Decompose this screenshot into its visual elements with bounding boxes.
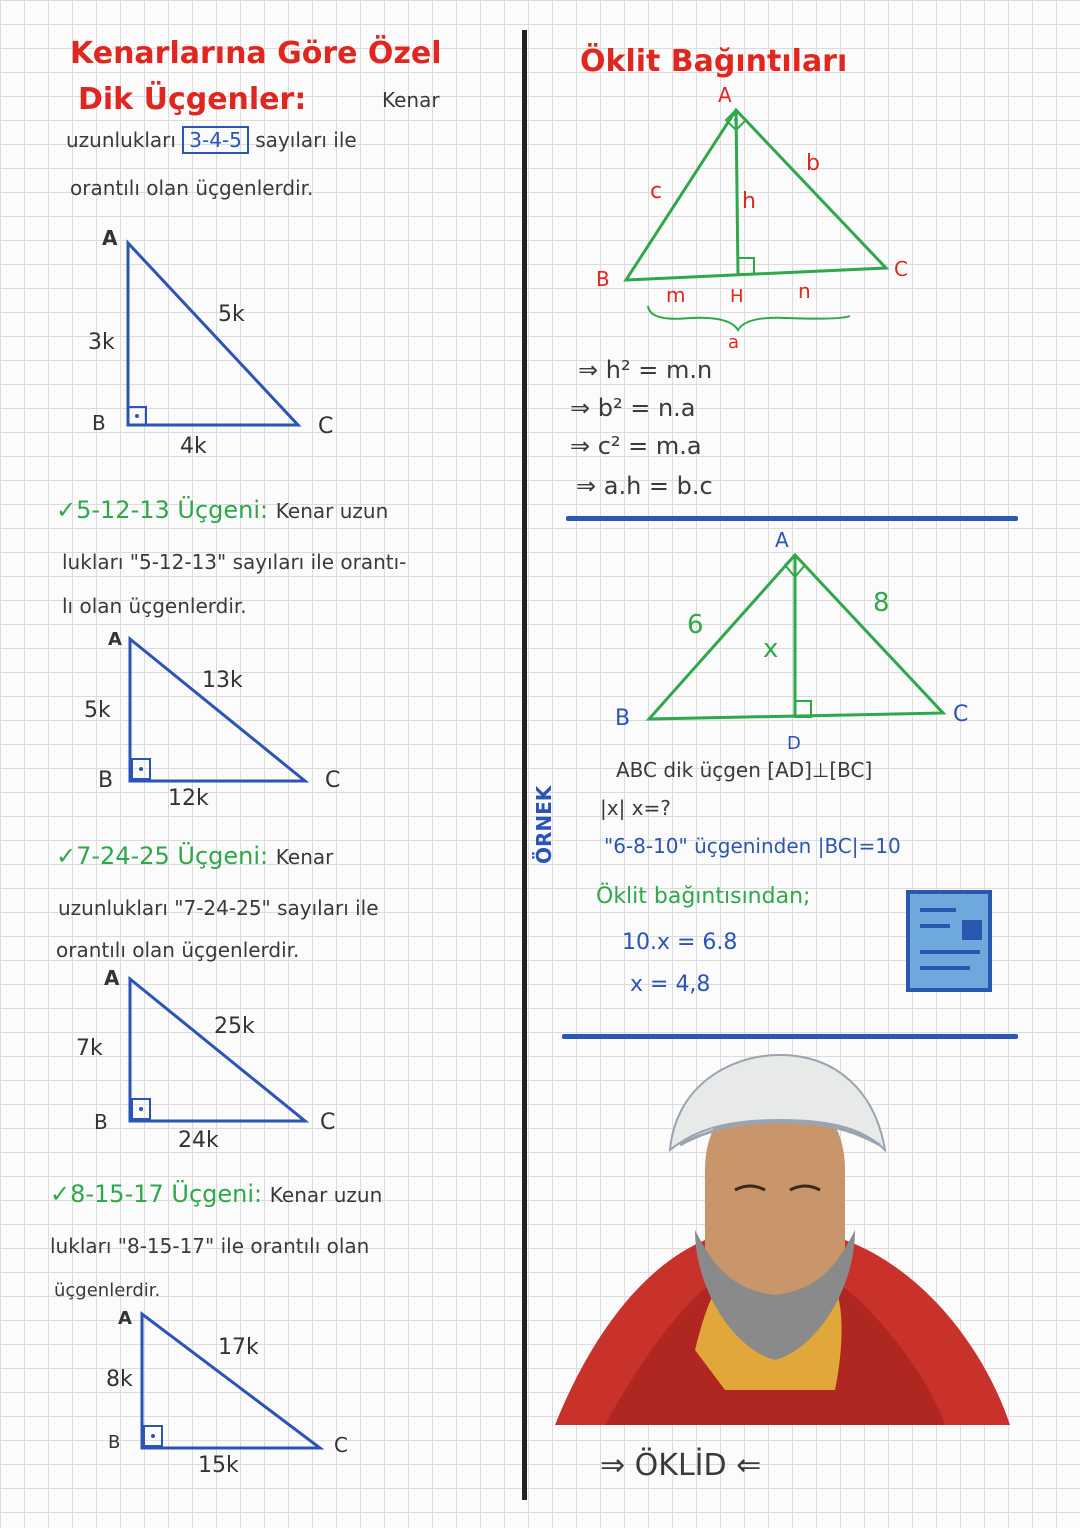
segment-n-label: n	[798, 279, 811, 303]
side-ac-label: 25k	[214, 1014, 255, 1039]
s2-text1: Kenar uzun	[275, 499, 389, 523]
s3-text3: orantılı olan üçgenlerdir.	[56, 938, 300, 962]
side-a-label: a	[728, 332, 740, 353]
formula-2: ⇒ b² = n.a	[570, 394, 696, 422]
euclid-triangle	[590, 80, 930, 355]
right-angle-mark-h	[738, 258, 754, 274]
s2-text3: lı olan üçgenlerdir.	[62, 594, 247, 618]
triangle-5-12-13	[80, 625, 360, 815]
example-line-4: Öklit bağıntısından;	[596, 884, 811, 909]
side-bc-label: 12k	[168, 786, 209, 811]
s2-text2: lukları "5-12-13" sayıları ile orantı-	[62, 550, 407, 574]
vertex-a: A	[118, 1308, 132, 1329]
altitude-x-label: x	[763, 634, 779, 664]
vertex-a: A	[102, 226, 118, 250]
example-line-1: ABC dik üçgen [AD]⊥[BC]	[616, 758, 873, 782]
s3-text2: uzunlukları "7-24-25" sayıları ile	[58, 896, 379, 920]
vertex-c: C	[334, 1433, 348, 1457]
left-intro-line2	[66, 128, 357, 152]
side-ab-label: 3k	[88, 330, 115, 355]
s4-line1	[50, 1180, 382, 1208]
s2-title: ✓5-12-13 Üçgeni:	[56, 496, 269, 524]
s3-title: ✓7-24-25 Üçgeni:	[56, 842, 269, 870]
document-icon	[906, 890, 992, 992]
section-divider-2	[562, 1034, 1018, 1039]
s3-text1: Kenar	[275, 845, 334, 869]
s4-title: ✓8-15-17 Üçgeni:	[50, 1180, 263, 1208]
side-ab-label: 8k	[106, 1367, 133, 1392]
portrait-caption: ⇒ ÖKLİD ⇐	[600, 1448, 762, 1483]
side-ab-label: 7k	[76, 1036, 103, 1061]
left-intro-tail: Kenar	[382, 88, 440, 112]
example-line-6: x = 4,8	[630, 972, 711, 997]
side-ac-label: 13k	[202, 668, 243, 693]
euclid-triangle-shape	[626, 110, 886, 280]
section-divider-1	[566, 516, 1018, 521]
left-title-line2: Dik Üçgenler:	[78, 82, 307, 117]
side-bc-label: 4k	[180, 434, 207, 459]
formula-4: ⇒ a.h = b.c	[576, 472, 713, 500]
vertex-b: B	[98, 768, 114, 793]
vertex-b: B	[94, 1110, 108, 1134]
ornek-label: ÖRNEK	[532, 785, 556, 864]
intro-boxed-numbers: 3-4-5	[182, 126, 249, 154]
brace-a	[648, 306, 850, 330]
example-line-2: |x| x=?	[600, 796, 671, 820]
triangle-7-24-25	[70, 965, 360, 1155]
vertex-b: B	[615, 706, 631, 731]
segment-m-label: m	[666, 283, 686, 307]
altitude-h-label: h	[742, 189, 756, 214]
intro-pre: uzunlukları	[66, 128, 176, 152]
example-triangle	[605, 525, 985, 755]
example-line-3: "6-8-10" üçgeninden |BC|=10	[604, 834, 901, 858]
triangle-7-24-25-shape	[130, 979, 305, 1121]
side-ab-label: 5k	[84, 698, 111, 723]
vertex-a: A	[104, 966, 120, 990]
s4-text2: lukları "8-15-17" ile orantılı olan	[50, 1234, 370, 1258]
s3-line1	[56, 842, 333, 870]
formula-1: ⇒ h² = m.n	[578, 356, 713, 384]
page-divider	[522, 30, 527, 1500]
altitude-h	[736, 110, 738, 275]
vertex-c: C	[318, 414, 334, 439]
formula-3: ⇒ c² = m.a	[570, 432, 702, 460]
left-title-line1: Kenarlarına Göre Özel	[70, 36, 442, 71]
triangle-3-4-5	[80, 225, 360, 460]
right-title: Öklit Bağıntıları	[580, 44, 848, 79]
vertex-a: A	[108, 629, 122, 650]
vertex-c: C	[894, 257, 908, 281]
triangle-3-4-5-shape	[128, 243, 298, 425]
side-bc-label: 24k	[178, 1128, 219, 1153]
side-ac-label: 5k	[218, 302, 245, 327]
vertex-a: A	[718, 83, 732, 107]
vertex-c: C	[320, 1110, 336, 1135]
s4-text1: Kenar uzun	[269, 1183, 383, 1207]
vertex-b: B	[108, 1432, 121, 1453]
intro-post: sayıları ile	[255, 128, 357, 152]
vertex-b: B	[596, 267, 610, 291]
vertex-h: H	[730, 286, 744, 307]
vertex-c: C	[953, 702, 969, 727]
vertex-c: C	[325, 768, 341, 793]
triangle-5-12-13-shape	[130, 639, 305, 781]
side-ac-label: 8	[873, 588, 890, 618]
example-line-5: 10.x = 6.8	[622, 930, 738, 955]
vertex-a: A	[775, 528, 789, 552]
s4-text3: üçgenlerdir.	[54, 1280, 161, 1301]
side-c-label: c	[650, 179, 663, 204]
side-ab-label: 6	[687, 610, 704, 640]
left-intro-line3: orantılı olan üçgenlerdir.	[70, 176, 314, 200]
s2-line1	[56, 496, 388, 524]
side-ac-label: 17k	[218, 1335, 259, 1360]
vertex-d: D	[787, 733, 801, 754]
vertex-b: B	[92, 411, 106, 435]
euclid-portrait-illustration	[545, 1050, 1015, 1430]
side-bc-label: 15k	[198, 1453, 239, 1478]
side-b-label: b	[806, 151, 820, 176]
triangle-8-15-17	[90, 1300, 370, 1490]
